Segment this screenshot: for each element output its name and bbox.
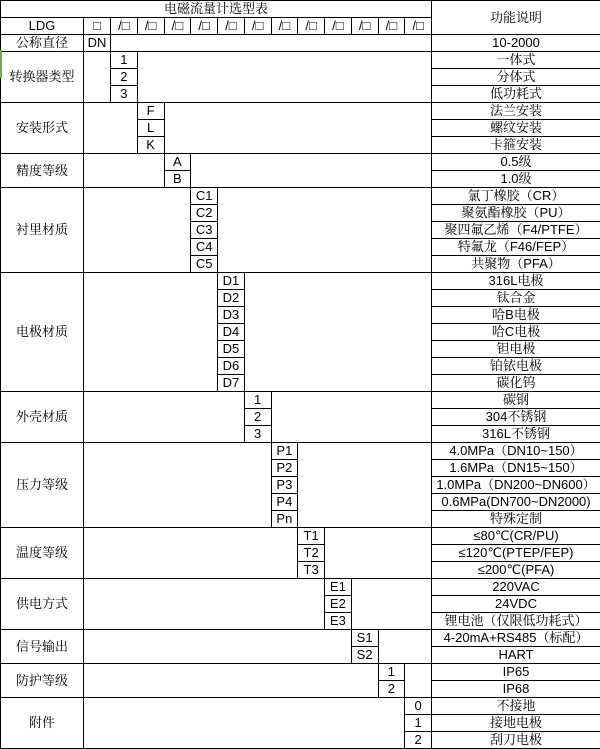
option-code-cell: K [137, 137, 164, 154]
empty-right-region [405, 664, 432, 698]
option-code-cell: 2 [405, 732, 432, 749]
section-label: 安装形式 [1, 103, 84, 154]
option-description-cell: IP68 [432, 681, 600, 698]
option-description-cell: 哈B电极 [432, 307, 600, 324]
section-label: 防护等级 [1, 664, 84, 698]
option-code-cell: C1 [191, 188, 218, 205]
option-code-cell: C3 [191, 222, 218, 239]
option-description-cell: 1.0MPa（DN200~DN600） [432, 477, 600, 494]
option-code-cell: P3 [271, 477, 298, 494]
empty-left-region [84, 579, 325, 630]
empty-left-region [84, 52, 111, 103]
model-digit-box: /□ [137, 18, 164, 35]
model-digit-box: /□ [298, 18, 325, 35]
option-description-cell: 聚氨酯橡胶（PU） [432, 205, 600, 222]
model-digit-box: /□ [325, 18, 352, 35]
option-code-cell: E3 [325, 613, 352, 630]
option-code-cell: 1 [378, 664, 405, 681]
option-code-cell: 1 [111, 52, 138, 69]
option-description-cell: 碳钢 [432, 392, 600, 409]
empty-left-region [84, 273, 218, 392]
section-label: 转换器类型 [1, 52, 84, 103]
option-code-cell: C2 [191, 205, 218, 222]
option-code-cell: DN [84, 35, 111, 52]
option-description-cell: 1.6MPa（DN15~150） [432, 460, 600, 477]
option-description-cell: 碳化钨 [432, 375, 600, 392]
option-code-cell: B [164, 171, 191, 188]
model-digit-box: /□ [111, 18, 138, 35]
option-code-cell: C4 [191, 239, 218, 256]
option-code-cell: P1 [271, 443, 298, 460]
option-description-cell: 法兰安装 [432, 103, 600, 120]
option-code-cell: E2 [325, 596, 352, 613]
option-code-cell: S2 [351, 647, 378, 664]
option-code-cell: 3 [111, 86, 138, 103]
empty-right-region [325, 528, 432, 579]
option-description-cell: HART [432, 647, 600, 664]
option-description-cell: 接地电极 [432, 715, 600, 732]
option-code-cell: D6 [218, 358, 245, 375]
option-code-cell: E1 [325, 579, 352, 596]
option-description-cell: 特殊定制 [432, 511, 600, 528]
option-description-cell: ≤80℃(CR/PU) [432, 528, 600, 545]
function-column-header: 功能说明 [432, 1, 600, 35]
page-title: 电磁流量计选型表 [1, 1, 432, 18]
green-edge-artifact [0, 50, 2, 78]
model-digit-box: □ [84, 18, 111, 35]
option-description-cell: 螺纹安装 [432, 120, 600, 137]
option-code-cell: T2 [298, 545, 325, 562]
option-description-cell: 哈C电极 [432, 324, 600, 341]
empty-right-region [244, 273, 431, 392]
empty-right-region [378, 630, 432, 664]
option-description-cell: 钛合金 [432, 290, 600, 307]
empty-left-region [84, 443, 272, 528]
option-description-cell: ≤120℃(PTEP/FEP) [432, 545, 600, 562]
option-description-cell: 共聚物（PFA） [432, 256, 600, 273]
option-code-cell: 1 [405, 715, 432, 732]
option-code-cell: D4 [218, 324, 245, 341]
empty-left-region [84, 664, 379, 698]
empty-right-region [298, 443, 432, 528]
empty-right-region [351, 579, 431, 630]
option-code-cell: P4 [271, 494, 298, 511]
option-code-cell: D7 [218, 375, 245, 392]
section-label: 温度等级 [1, 528, 84, 579]
option-description-cell: 304不锈钢 [432, 409, 600, 426]
option-description-cell: 220VAC [432, 579, 600, 596]
empty-right-region [191, 154, 432, 188]
option-description-cell: 钽电极 [432, 341, 600, 358]
model-code-prefix: LDG [1, 18, 84, 35]
option-code-cell: 0 [405, 698, 432, 715]
option-description-cell: IP65 [432, 664, 600, 681]
empty-left-region [84, 103, 138, 154]
option-description-cell: 特氟龙（F46/FEP） [432, 239, 600, 256]
option-description-cell: 低功耗式 [432, 86, 600, 103]
option-description-cell: 4-20mA+RS485（标配） [432, 630, 600, 647]
option-code-cell: D2 [218, 290, 245, 307]
option-code-cell: S1 [351, 630, 378, 647]
model-digit-box: /□ [218, 18, 245, 35]
empty-left-region [84, 188, 191, 273]
option-code-cell: T1 [298, 528, 325, 545]
option-code-cell: 2 [244, 409, 271, 426]
empty-right-region [111, 35, 432, 52]
option-description-cell: 24VDC [432, 596, 600, 613]
model-digit-box: /□ [244, 18, 271, 35]
section-label: 公称直径 [1, 35, 84, 52]
empty-right-region [271, 392, 432, 443]
section-label: 附件 [1, 698, 84, 749]
empty-right-region [218, 188, 432, 273]
option-description-cell: 分体式 [432, 69, 600, 86]
option-description-cell: 氯丁橡胶（CR） [432, 188, 600, 205]
option-code-cell: D3 [218, 307, 245, 324]
empty-left-region [84, 154, 165, 188]
section-label: 电极材质 [1, 273, 84, 392]
option-code-cell: A [164, 154, 191, 171]
model-digit-box: /□ [271, 18, 298, 35]
option-description-cell: 1.0级 [432, 171, 600, 188]
section-label: 衬里材质 [1, 188, 84, 273]
empty-right-region [164, 103, 432, 154]
option-description-cell: 铂铱电极 [432, 358, 600, 375]
option-description-cell: 0.6MPa(DN700~DN2000) [432, 494, 600, 511]
option-description-cell: 不接地 [432, 698, 600, 715]
option-description-cell: 一体式 [432, 52, 600, 69]
empty-left-region [84, 698, 405, 749]
option-description-cell: 卡箍安装 [432, 137, 600, 154]
option-description-cell: 4.0MPa（DN10~150） [432, 443, 600, 460]
option-code-cell: F [137, 103, 164, 120]
option-code-cell: L [137, 120, 164, 137]
option-code-cell: C5 [191, 256, 218, 273]
option-code-cell: 2 [111, 69, 138, 86]
empty-left-region [84, 528, 298, 579]
model-digit-box: /□ [405, 18, 432, 35]
model-digit-box: /□ [378, 18, 405, 35]
model-digit-box: /□ [164, 18, 191, 35]
option-code-cell: 3 [244, 426, 271, 443]
option-description-cell: 10-2000 [432, 35, 600, 52]
section-label: 供电方式 [1, 579, 84, 630]
option-code-cell: Pn [271, 511, 298, 528]
option-description-cell: 刮刀电极 [432, 732, 600, 749]
section-label: 压力等级 [1, 443, 84, 528]
option-code-cell: 2 [378, 681, 405, 698]
option-description-cell: 0.5级 [432, 154, 600, 171]
table-body [1, 1, 600, 749]
option-description-cell: 聚四氟乙烯（F4/PTFE） [432, 222, 600, 239]
option-description-cell: 316L不锈钢 [432, 426, 600, 443]
empty-right-region [137, 52, 431, 103]
section-label: 外壳材质 [1, 392, 84, 443]
section-label: 信号输出 [1, 630, 84, 664]
option-description-cell: 锂电池（仅限低功耗式） [432, 613, 600, 630]
empty-left-region [84, 392, 245, 443]
option-code-cell: 1 [244, 392, 271, 409]
option-code-cell: D1 [218, 273, 245, 290]
model-digit-box: /□ [351, 18, 378, 35]
model-digit-box: /□ [191, 18, 218, 35]
option-description-cell: ≤200℃(PFA) [432, 562, 600, 579]
option-code-cell: D5 [218, 341, 245, 358]
section-label: 精度等级 [1, 154, 84, 188]
empty-left-region [84, 630, 352, 664]
option-code-cell: P2 [271, 460, 298, 477]
option-code-cell: T3 [298, 562, 325, 579]
option-description-cell: 316L电极 [432, 273, 600, 290]
